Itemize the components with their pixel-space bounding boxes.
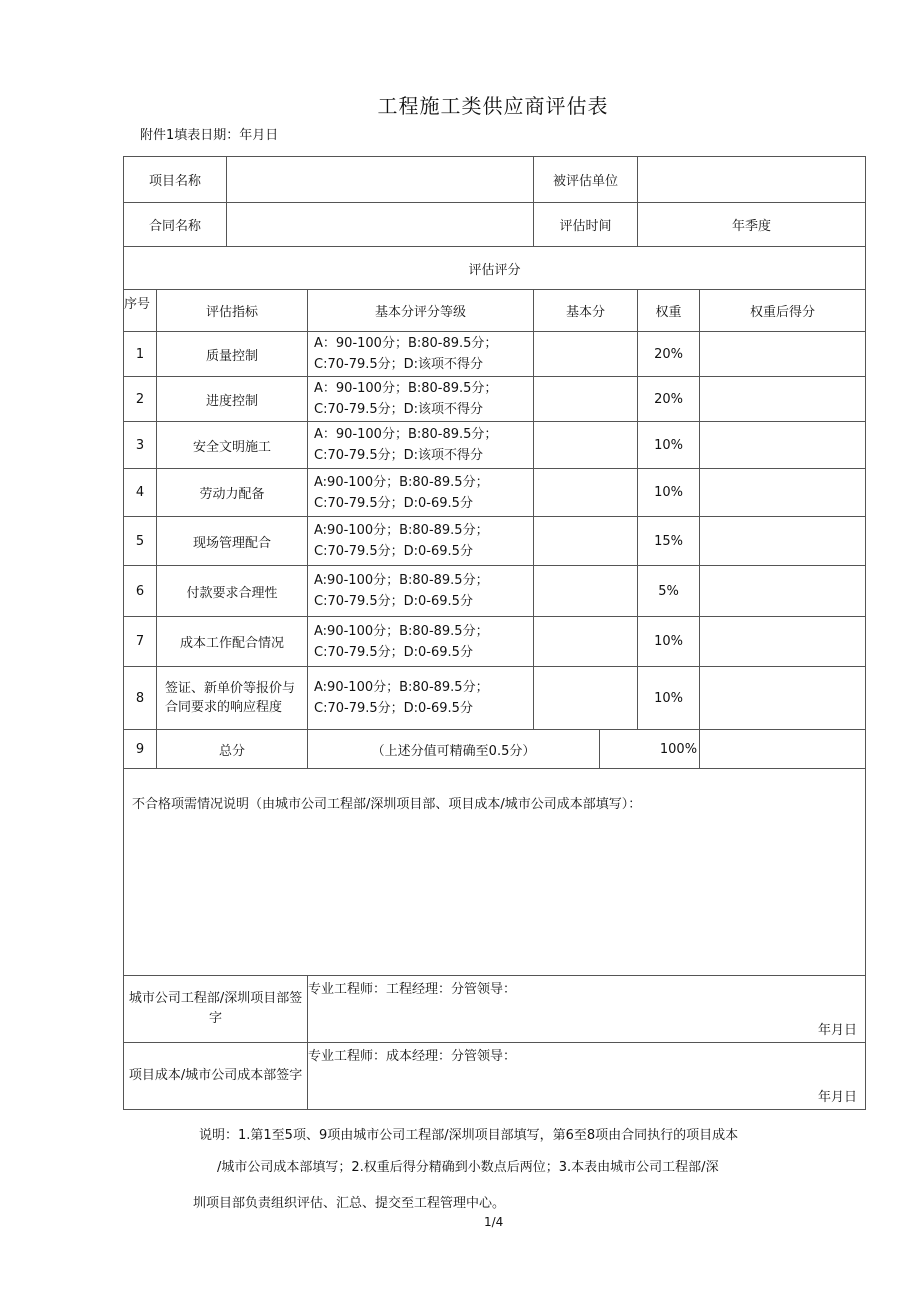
sign-row-engineering: [124, 976, 866, 1043]
row-indicator: 质量控制: [157, 332, 308, 377]
page-number: 1/4: [484, 1215, 504, 1229]
total-note: （上述分值可精确至0.5分）: [308, 730, 600, 769]
total-weight: 100%: [600, 730, 700, 769]
row-indicator: 安全文明施工: [157, 422, 308, 469]
row-seq: 1: [124, 332, 157, 377]
table-row: [124, 377, 866, 422]
sign-row-cost: [124, 1043, 866, 1110]
row-weight: 15%: [638, 517, 700, 566]
evaluated-unit-field[interactable]: [638, 157, 866, 203]
col-header-grading: 基本分评分等级: [308, 290, 534, 332]
sign-dept-label: 项目成本/城市公司成本部签字: [124, 1043, 308, 1110]
row-indicator: 付款要求合理性: [157, 566, 308, 617]
row-base-score[interactable]: [534, 469, 638, 517]
row-weighted-score[interactable]: [700, 667, 866, 730]
row-base-score[interactable]: [534, 517, 638, 566]
row-weighted-score[interactable]: [700, 566, 866, 617]
row-seq: 2: [124, 377, 157, 422]
row-grading: A:90-100分；B:80-89.5分； C:70-79.5分；D:0-69.5分: [308, 566, 534, 617]
sign-roles: 专业工程师：成本经理：分管领导：: [308, 1049, 517, 1064]
row-grading: A：90-100分；B:80-89.5分； C:70-79.5分；D:该项不得分: [308, 377, 534, 422]
total-weighted-score[interactable]: [700, 730, 866, 769]
evaluated-unit-label: 被评估单位: [534, 157, 638, 203]
row-grading: A:90-100分；B:80-89.5分； C:70-79.5分；D:0-69.5分: [308, 667, 534, 730]
row-grading: A:90-100分；B:80-89.5分； C:70-79.5分；D:0-69.5分: [308, 469, 534, 517]
row-weight: 20%: [638, 332, 700, 377]
col-header-weighted-score: 权重后得分: [700, 290, 866, 332]
row-weighted-score[interactable]: [700, 517, 866, 566]
row-base-score[interactable]: [534, 332, 638, 377]
col-header-indicator: 评估指标: [157, 290, 308, 332]
row-weight: 20%: [638, 377, 700, 422]
project-name-field[interactable]: [227, 157, 534, 203]
evaluation-form-table: [123, 156, 866, 1110]
table-row: [124, 667, 866, 730]
sign-date: 年月日: [818, 1090, 858, 1105]
col-header-base-score: 基本分: [534, 290, 638, 332]
row-grading: A:90-100分；B:80-89.5分； C:70-79.5分；D:0-69.5分: [308, 617, 534, 667]
row-grading: A:90-100分；B:80-89.5分； C:70-79.5分；D:0-69.5分: [308, 517, 534, 566]
total-seq: 9: [124, 730, 157, 769]
row-base-score[interactable]: [534, 566, 638, 617]
row-base-score[interactable]: [534, 422, 638, 469]
sign-box[interactable]: [308, 1043, 866, 1110]
total-row: [124, 730, 866, 769]
row-base-score[interactable]: [534, 617, 638, 667]
form-date-line: 附件1填表日期：年月日: [140, 128, 279, 143]
col-header-seq: 序号: [124, 290, 157, 332]
row-weight: 10%: [638, 667, 700, 730]
row-weight: 10%: [638, 617, 700, 667]
row-indicator: 劳动力配备: [157, 469, 308, 517]
row-weighted-score[interactable]: [700, 332, 866, 377]
table-row: [124, 469, 866, 517]
row-seq: 6: [124, 566, 157, 617]
sign-dept-label: 城市公司工程部/深圳项目部签字: [124, 976, 308, 1043]
row-seq: 8: [124, 667, 157, 730]
col-header-weight: 权重: [638, 290, 700, 332]
row-seq: 7: [124, 617, 157, 667]
row-weighted-score[interactable]: [700, 422, 866, 469]
row-weighted-score[interactable]: [700, 469, 866, 517]
row-seq: 5: [124, 517, 157, 566]
footnote-line-2: /城市公司成本部填写；2.权重后得分精确到小数点后两位；3.本表由城市公司工程部/深: [217, 1160, 719, 1175]
table-row: [124, 617, 866, 667]
footnote-line-3: 圳项目部负责组织评估、汇总、提交至工程管理中心。: [193, 1196, 506, 1211]
unqualified-note[interactable]: 不合格项需情况说明（由城市公司工程部/深圳项目部、项目成本/城市公司成本部填写）：: [124, 769, 866, 976]
row-grading: A：90-100分；B:80-89.5分； C:70-79.5分；D:该项不得分: [308, 422, 534, 469]
sign-box[interactable]: [308, 976, 866, 1043]
eval-time-label: 评估时间: [534, 203, 638, 247]
row-base-score[interactable]: [534, 667, 638, 730]
row-indicator: 签证、新单价等报价与合同要求的响应程度: [157, 667, 308, 730]
total-label: 总分: [157, 730, 308, 769]
footnote-line-1: 说明：1.第1至5项、9项由城市公司工程部/深圳项目部填写，第6至8项由合同执行的项目成本: [199, 1128, 739, 1143]
page-title: 工程施工类供应商评估表: [377, 94, 609, 118]
sign-roles: 专业工程师：工程经理：分管领导：: [308, 982, 517, 997]
row-indicator: 现场管理配合: [157, 517, 308, 566]
row-weighted-score[interactable]: [700, 617, 866, 667]
table-row: [124, 566, 866, 617]
row-seq: 4: [124, 469, 157, 517]
table-row: [124, 332, 866, 377]
row-weight: 10%: [638, 422, 700, 469]
table-row: [124, 422, 866, 469]
row-indicator: 成本工作配合情况: [157, 617, 308, 667]
row-weight: 5%: [638, 566, 700, 617]
row-weighted-score[interactable]: [700, 377, 866, 422]
project-name-label: 项目名称: [124, 157, 227, 203]
eval-time-field[interactable]: 年季度: [638, 203, 866, 247]
contract-name-field[interactable]: [227, 203, 534, 247]
row-seq: 3: [124, 422, 157, 469]
row-base-score[interactable]: [534, 377, 638, 422]
row-indicator: 进度控制: [157, 377, 308, 422]
sign-date: 年月日: [818, 1023, 858, 1038]
row-weight: 10%: [638, 469, 700, 517]
table-row: [124, 517, 866, 566]
section-title: 评估评分: [124, 247, 866, 290]
row-grading: A：90-100分；B:80-89.5分； C:70-79.5分；D:该项不得分: [308, 332, 534, 377]
contract-name-label: 合同名称: [124, 203, 227, 247]
